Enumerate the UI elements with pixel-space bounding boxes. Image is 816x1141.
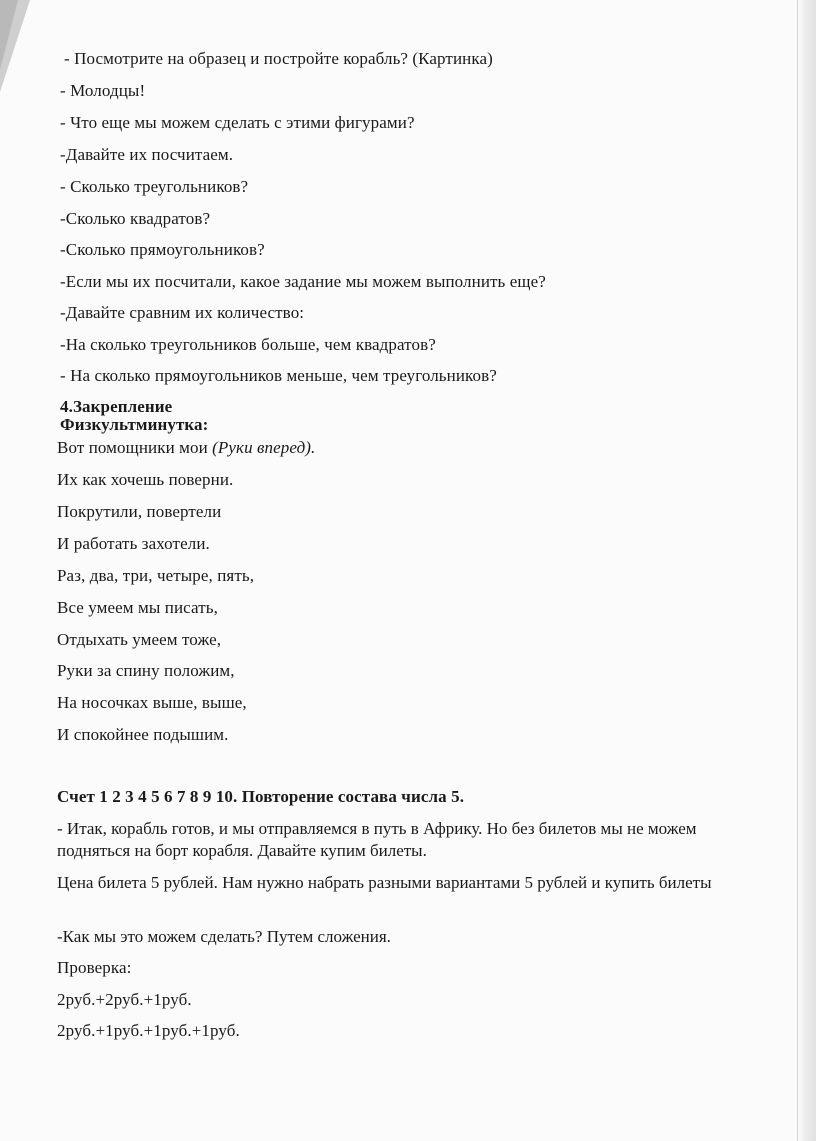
page-corner-fold — [0, 0, 18, 70]
poem-line: Раз, два, три, четыре, пять, — [57, 566, 255, 585]
section-title: 4.Закрепление — [60, 397, 173, 416]
count-heading: Счет 1 2 3 4 5 6 7 8 9 10. Повторение состава числа 5. — [57, 787, 465, 806]
question-line: -Сколько квадратов? — [60, 209, 211, 228]
poem-first-text: Вот помощники мои — [57, 438, 208, 457]
poem-line: Покрутили, повертели — [57, 502, 222, 521]
poem-line: Отдыхать умеем тоже, — [57, 630, 222, 649]
poem-line: Все умеем мы писать, — [57, 598, 218, 617]
poem-line: И спокойнее подышим. — [57, 725, 229, 744]
page-right-edge — [797, 0, 816, 1141]
check-line: 2руб.+2руб.+1руб. — [57, 990, 192, 1009]
question-line: -Давайте их посчитаем. — [60, 145, 234, 164]
poem-line: Их как хочешь поверни. — [57, 470, 234, 489]
poem-line: Руки за спину положим, — [57, 661, 235, 680]
check-label: Проверка: — [57, 958, 132, 977]
question-line: -Давайте сравним их количество: — [60, 303, 305, 322]
question-line: - Молодцы! — [60, 81, 146, 100]
paragraph: Цена билета 5 рублей. Нам нужно набрать разными вариантами 5 рублей и купить билеты — [57, 873, 712, 892]
poem-line: На носочках выше, выше, — [57, 693, 247, 712]
fizminutka-title: Физкультминутка: — [60, 415, 209, 434]
question-line: -На сколько треугольников больше, чем квадратов? — [60, 335, 436, 354]
question-line: -Сколько прямоугольников? — [60, 240, 265, 259]
question-line: -Если мы их посчитали, какое задание мы можем выполнить еще? — [60, 272, 546, 291]
paragraph: -Как мы это можем сделать? Путем сложения. — [57, 927, 391, 946]
question-line: - На сколько прямоугольников меньше, чем треугольников? — [60, 366, 497, 385]
poem-first-note: (Руки вперед). — [212, 438, 316, 457]
poem-line: И работать захотели. — [57, 534, 210, 553]
check-line: 2руб.+1руб.+1руб.+1руб. — [57, 1021, 240, 1040]
question-line: - Посмотрите на образец и постройте корабль? (Картинка) — [64, 49, 493, 68]
poem-line — [57, 438, 315, 458]
question-line: - Что еще мы можем сделать с этими фигурами? — [60, 113, 415, 132]
paragraph: - Итак, корабль готов, и мы отправляемся в путь в Африку. Но без билетов мы не можем подняться на борт корабля. Давайте купим билеты. — [57, 819, 697, 860]
question-line: - Сколько треугольников? — [60, 177, 249, 196]
